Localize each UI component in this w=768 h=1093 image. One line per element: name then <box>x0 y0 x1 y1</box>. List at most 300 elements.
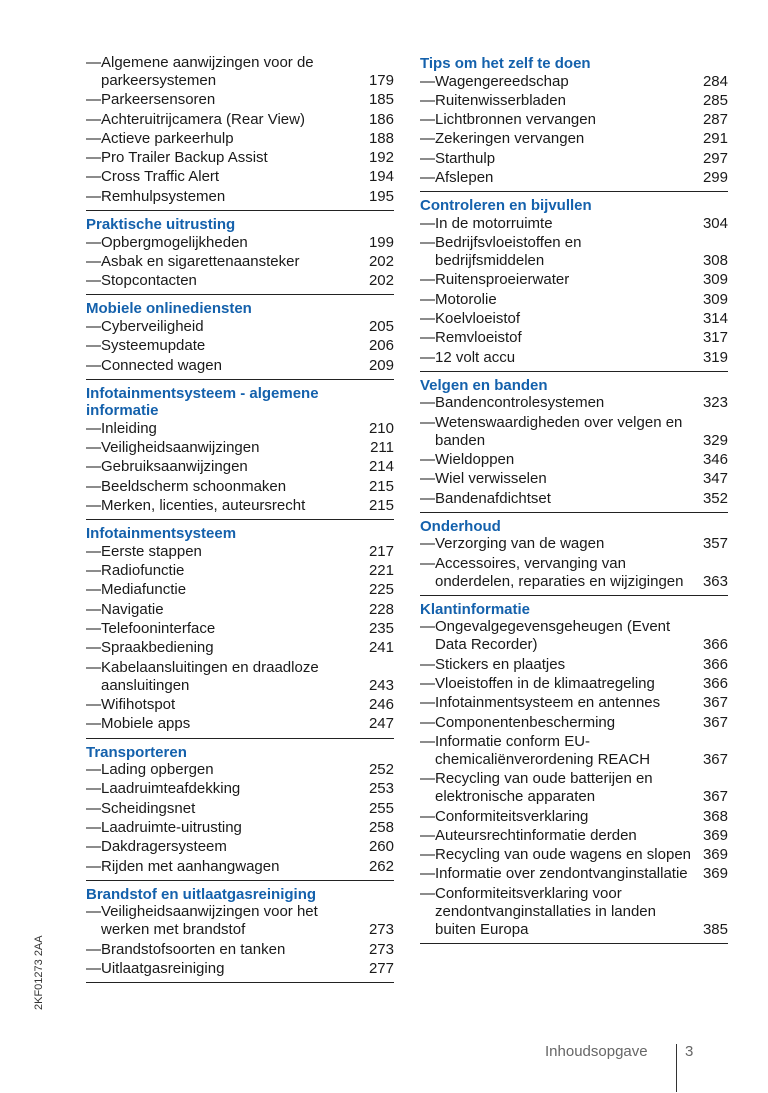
entry-page-number: 185 <box>368 91 394 109</box>
entry-page-number: 253 <box>368 780 394 798</box>
toc-entry[interactable] <box>420 808 728 826</box>
entry-title: Algemene aanwijzingen voor de parkeersystemen <box>101 54 314 89</box>
entry-page-number: 323 <box>702 394 728 412</box>
entry-title: Bandenafdichtset <box>435 489 551 507</box>
dash-icon: — <box>86 903 101 921</box>
entry-title: Inleiding <box>101 419 157 437</box>
entry-title: Recycling van oude wagens en slopen <box>435 846 692 864</box>
dash-icon: — <box>420 271 435 289</box>
dash-icon: — <box>420 884 435 902</box>
entry-title: Infotainmentsysteem en antennes <box>435 694 661 712</box>
entry-page-number: 210 <box>368 419 394 437</box>
dash-icon: — <box>420 309 435 327</box>
dash-icon: — <box>420 554 435 572</box>
entry-page-number: 247 <box>368 715 394 733</box>
entry-title: Eerste stappen <box>101 542 202 560</box>
entry-page-number: 329 <box>702 431 728 449</box>
entry-title: Verzorging van de wagen <box>435 535 605 553</box>
entry-page-number: 369 <box>702 826 728 844</box>
dash-icon: — <box>86 799 101 817</box>
entry-page-number: 287 <box>702 111 728 129</box>
entry-title: Brandstofsoorten en tanken <box>101 940 286 958</box>
toc-entry[interactable] <box>86 838 394 856</box>
entry-page-number: 284 <box>702 72 728 90</box>
dash-icon: — <box>86 54 101 71</box>
entry-page-number: 366 <box>702 636 728 654</box>
entry-title: Koelvloeistof <box>435 309 521 327</box>
toc-entry[interactable] <box>420 827 728 845</box>
entry-title: Beeldscherm schoonmaken <box>101 477 287 495</box>
toc-entry[interactable] <box>420 150 728 168</box>
entry-title: Zekeringen vervangen <box>435 130 585 148</box>
toc-entry[interactable] <box>420 73 728 91</box>
entry-page-number: 252 <box>368 761 394 779</box>
entry-page-number: 367 <box>702 713 728 731</box>
dash-icon: — <box>420 413 435 431</box>
entry-title: Navigatie <box>101 600 164 618</box>
entry-page-number: 369 <box>702 846 728 864</box>
dash-icon: — <box>420 111 435 129</box>
toc-entry[interactable] <box>86 639 394 657</box>
entry-page-number: 285 <box>702 91 728 109</box>
entry-title: Stopcontacten <box>101 272 197 290</box>
entry-page-number: 188 <box>368 129 394 147</box>
entry-title: Remhulpsystemen <box>101 187 226 205</box>
entry-title: Wagengereedschap <box>435 72 569 90</box>
dash-icon: — <box>86 252 101 270</box>
toc-entry[interactable] <box>420 694 728 712</box>
dash-icon: — <box>420 72 435 90</box>
dash-icon: — <box>86 317 101 335</box>
section-heading[interactable]: Transporteren <box>86 743 187 761</box>
entry-title: Wetenswaardigheden over velgen en banden <box>435 413 683 449</box>
toc-section <box>86 885 394 983</box>
entry-title: Connected wagen <box>101 356 222 374</box>
section-heading[interactable]: Infotainmentsysteem <box>86 525 237 543</box>
toc-entry[interactable] <box>86 168 394 186</box>
entry-title: Veiligheidsaanwijzingen <box>101 439 260 457</box>
entry-title: Lichtbronnen vervangen <box>435 111 596 129</box>
toc-entry[interactable] <box>420 656 728 674</box>
toc-entry[interactable] <box>86 458 394 476</box>
toc-entry[interactable] <box>420 394 728 412</box>
toc-entry[interactable] <box>86 601 394 619</box>
toc-entry[interactable] <box>86 253 394 271</box>
toc-entry[interactable] <box>86 800 394 818</box>
dash-icon: — <box>86 458 101 476</box>
entry-title: Systeemupdate <box>101 337 206 355</box>
toc-entry[interactable] <box>420 92 728 110</box>
entry-page-number: 308 <box>702 252 728 270</box>
toc-entry[interactable] <box>420 865 728 883</box>
entry-page-number: 347 <box>702 470 728 488</box>
dash-icon: — <box>86 562 101 580</box>
section-heading[interactable]: Onderhoud <box>420 517 501 535</box>
entry-page-number: 214 <box>368 458 394 476</box>
toc-section <box>86 299 394 379</box>
entry-page-number: 363 <box>702 572 728 590</box>
entry-page-number: 273 <box>368 921 394 939</box>
toc-section <box>420 600 728 944</box>
dash-icon: — <box>86 168 101 186</box>
toc-entry[interactable] <box>86 819 394 837</box>
footer-divider <box>676 1044 677 1092</box>
dash-icon: — <box>420 807 435 825</box>
toc-entry[interactable] <box>86 562 394 580</box>
toc-section <box>86 743 394 881</box>
entry-page-number: 206 <box>368 337 394 355</box>
entry-page-number: 260 <box>368 838 394 856</box>
dash-icon: — <box>86 581 101 599</box>
toc-entry[interactable] <box>86 130 394 148</box>
entry-page-number: 199 <box>368 233 394 251</box>
entry-page-number: 262 <box>368 857 394 875</box>
entry-page-number: 209 <box>368 356 394 374</box>
entry-title: Dakdragersysteem <box>101 838 227 856</box>
entry-page-number: 357 <box>702 535 728 553</box>
dash-icon: — <box>86 620 101 638</box>
entry-title: Laadruimteafdekking <box>101 780 241 798</box>
dash-icon: — <box>420 846 435 864</box>
entry-title: Afslepen <box>435 168 494 186</box>
entry-title: Achteruitrijcamera (Rear View) <box>101 110 305 128</box>
entry-title: Pro Trailer Backup Assist <box>101 149 268 167</box>
toc-entry[interactable] <box>86 696 394 714</box>
entry-page-number: 309 <box>702 271 728 289</box>
dash-icon: — <box>420 470 435 488</box>
toc-entry[interactable] <box>86 960 394 978</box>
entry-title: Auteursrechtinformatie derden <box>435 826 637 844</box>
toc-entry[interactable] <box>86 858 394 876</box>
entry-title: Informatie over zendontvanginstallatie <box>435 865 688 883</box>
dash-icon: — <box>86 838 101 856</box>
dash-icon: — <box>86 959 101 977</box>
dash-icon: — <box>86 497 101 515</box>
toc-entry[interactable] <box>86 111 394 129</box>
dash-icon: — <box>86 715 101 733</box>
section-heading[interactable]: Infotainmentsysteem - algemene informatie <box>86 384 319 420</box>
entry-title: Remvloeistof <box>435 329 522 347</box>
toc-entry[interactable] <box>420 291 728 309</box>
entry-title: Recycling van oude batterijen en elektronische apparaten <box>435 770 653 806</box>
entry-page-number: 186 <box>368 110 394 128</box>
dash-icon: — <box>420 130 435 148</box>
entry-title: Mediafunctie <box>101 581 187 599</box>
entry-page-number: 192 <box>368 149 394 167</box>
entry-title: Merken, licenties, auteursrecht <box>101 497 306 515</box>
entry-title: Veiligheidsaanwijzingen voor het werken met brandstof <box>101 903 318 939</box>
dash-icon: — <box>420 618 435 636</box>
dash-icon: — <box>86 110 101 128</box>
toc-entry[interactable] <box>86 54 394 90</box>
toc-section <box>86 524 394 738</box>
entry-page-number: 352 <box>702 489 728 507</box>
dash-icon: — <box>420 865 435 883</box>
section-heading[interactable]: Velgen en banden <box>420 376 548 394</box>
footer-title: Inhoudsopgave <box>545 1043 648 1060</box>
toc-entry[interactable] <box>86 581 394 599</box>
toc-entry[interactable] <box>420 733 728 769</box>
toc-left-column <box>86 54 394 987</box>
entry-title: Mobiele apps <box>101 715 191 733</box>
toc-entry[interactable] <box>86 318 394 336</box>
entry-page-number: 309 <box>702 290 728 308</box>
dash-icon: — <box>86 419 101 437</box>
toc-section <box>420 376 728 513</box>
toc-entry[interactable] <box>86 272 394 290</box>
entry-page-number: 235 <box>368 620 394 638</box>
entry-title: Asbak en sigarettenaansteker <box>101 252 300 270</box>
entry-page-number: 179 <box>368 72 394 89</box>
dash-icon: — <box>420 168 435 186</box>
dash-icon: — <box>86 940 101 958</box>
dash-icon: — <box>86 761 101 779</box>
dash-icon: — <box>420 675 435 693</box>
entry-page-number: 195 <box>368 187 394 205</box>
entry-title: Scheidingsnet <box>101 799 196 817</box>
entry-title: Bedrijfsvloeistoffen en bedrijfsmiddelen <box>435 234 582 270</box>
section-heading[interactable]: Brandstof en uitlaatgasreiniging <box>86 885 317 903</box>
toc-entry[interactable] <box>86 234 394 252</box>
entry-title: Informatie conform EU-chemicaliënverordening REACH <box>435 732 651 768</box>
entry-title: Uitlaatgasreiniging <box>101 959 225 977</box>
dash-icon: — <box>86 542 101 560</box>
entry-page-number: 258 <box>368 818 394 836</box>
toc-section <box>86 215 394 295</box>
entry-page-number: 273 <box>368 940 394 958</box>
entry-title: In de motorruimte <box>435 214 553 232</box>
toc-entry[interactable] <box>420 714 728 732</box>
section-heading[interactable]: Controleren en bijvullen <box>420 197 592 215</box>
toc-entry[interactable] <box>420 885 728 939</box>
entry-page-number: 299 <box>702 168 728 186</box>
dash-icon: — <box>420 732 435 750</box>
dash-icon: — <box>420 713 435 731</box>
entry-title: Bandencontrolesystemen <box>435 394 605 412</box>
toc-section <box>86 384 394 520</box>
entry-title: Ruitenwisserbladen <box>435 91 566 109</box>
entry-page-number: 346 <box>702 450 728 468</box>
dash-icon: — <box>420 91 435 109</box>
entry-title: Motorolie <box>435 290 497 308</box>
dash-icon: — <box>420 826 435 844</box>
entry-page-number: 367 <box>702 788 728 806</box>
toc-entry[interactable] <box>420 349 728 367</box>
dash-icon: — <box>86 477 101 495</box>
toc-entry[interactable] <box>86 188 394 206</box>
entry-page-number: 314 <box>702 309 728 327</box>
toc-entry[interactable] <box>86 543 394 561</box>
dash-icon: — <box>420 149 435 167</box>
entry-title: Spraakbediening <box>101 639 214 657</box>
dash-icon: — <box>86 780 101 798</box>
toc-entry[interactable] <box>86 478 394 496</box>
dash-icon: — <box>86 187 101 205</box>
dash-icon: — <box>420 394 435 412</box>
entry-page-number: 194 <box>368 168 394 186</box>
dash-icon: — <box>420 290 435 308</box>
entry-page-number: 215 <box>368 477 394 495</box>
entry-page-number: 246 <box>368 695 394 713</box>
entry-page-number: 367 <box>702 694 728 712</box>
toc-entry[interactable] <box>420 234 728 270</box>
dash-icon: — <box>86 600 101 618</box>
entry-page-number: 368 <box>702 807 728 825</box>
toc-entry[interactable] <box>420 470 728 488</box>
toc-entry[interactable] <box>420 414 728 450</box>
toc-entry[interactable] <box>86 659 394 695</box>
entry-title: Accessoires, vervanging van onderdelen, reparaties en wijzigingen <box>435 554 684 590</box>
dash-icon: — <box>86 272 101 290</box>
entry-page-number: 228 <box>368 600 394 618</box>
entry-page-number: 277 <box>368 959 394 977</box>
toc-entry[interactable] <box>420 310 728 328</box>
dash-icon: — <box>420 214 435 232</box>
entry-title: Starthulp <box>435 149 496 167</box>
toc-section <box>420 517 728 596</box>
section-heading[interactable]: Mobiele onlinediensten <box>86 300 252 318</box>
dash-icon: — <box>86 818 101 836</box>
toc-entry[interactable] <box>86 941 394 959</box>
entry-page-number: 243 <box>368 676 394 694</box>
entry-page-number: 366 <box>702 675 728 693</box>
toc-entry[interactable] <box>420 271 728 289</box>
dash-icon: — <box>420 329 435 347</box>
dash-icon: — <box>86 695 101 713</box>
toc-entry[interactable] <box>86 357 394 375</box>
entry-title: Rijden met aanhangwagen <box>101 857 280 875</box>
entry-title: Conformiteitsverklaring <box>435 807 589 825</box>
toc-entry[interactable] <box>86 149 394 167</box>
toc-entry[interactable] <box>420 770 728 806</box>
entry-title: Componentenbescherming <box>435 713 616 731</box>
entry-page-number: 369 <box>702 865 728 883</box>
entry-page-number: 385 <box>702 920 728 938</box>
toc-entry[interactable] <box>86 420 394 438</box>
toc-entry[interactable] <box>86 620 394 638</box>
entry-page-number: 297 <box>702 149 728 167</box>
entry-title: Parkeersensoren <box>101 91 216 109</box>
toc-entry[interactable] <box>420 555 728 591</box>
toc-entry[interactable] <box>86 780 394 798</box>
entry-title: Actieve parkeerhulp <box>101 129 234 147</box>
entry-title: Wifihotspot <box>101 695 176 713</box>
section-heading[interactable]: Tips om het zelf te doen <box>420 55 591 72</box>
entry-title: Vloeistoffen in de klimaatregeling <box>435 675 655 693</box>
entry-title: Wiel verwisselen <box>435 470 547 488</box>
toc-entry[interactable] <box>420 130 728 148</box>
dash-icon: — <box>420 234 435 252</box>
dash-icon: — <box>420 770 435 788</box>
dash-icon: — <box>420 450 435 468</box>
toc-entry[interactable] <box>86 91 394 109</box>
toc-entry[interactable] <box>420 490 728 508</box>
side-code: 2KF01273 2AA <box>33 935 45 1010</box>
toc-entry[interactable] <box>86 715 394 733</box>
entry-page-number: 202 <box>368 252 394 270</box>
toc-entry[interactable] <box>420 111 728 129</box>
entry-page-number: 217 <box>368 542 394 560</box>
dash-icon: — <box>86 149 101 167</box>
entry-title: Opbergmogelijkheden <box>101 233 248 251</box>
dash-icon: — <box>420 348 435 366</box>
toc-entry[interactable] <box>420 846 728 864</box>
entry-page-number: 304 <box>702 214 728 232</box>
entry-title: Stickers en plaatjes <box>435 655 566 673</box>
toc-entry[interactable] <box>86 903 394 939</box>
entry-title: Gebruiksaanwijzingen <box>101 458 248 476</box>
entry-page-number: 215 <box>368 497 394 515</box>
entry-title: Laadruimte-uitrusting <box>101 818 242 836</box>
toc-entry[interactable] <box>86 439 394 457</box>
toc-entry[interactable] <box>420 451 728 469</box>
dash-icon: — <box>420 655 435 673</box>
dash-icon: — <box>420 694 435 712</box>
toc-entry[interactable] <box>420 215 728 233</box>
entry-page-number: 366 <box>702 655 728 673</box>
dash-icon: — <box>86 91 101 109</box>
toc-entry[interactable] <box>420 535 728 553</box>
section-heading[interactable]: Klantinformatie <box>420 600 531 618</box>
entry-page-number: 319 <box>702 348 728 366</box>
page-number: 3 <box>685 1043 694 1060</box>
entry-page-number: 225 <box>368 581 394 599</box>
toc-section <box>420 54 728 192</box>
toc-right-column <box>420 54 728 948</box>
entry-title: Wieldoppen <box>435 450 515 468</box>
dash-icon: — <box>86 658 101 676</box>
entry-title: Telefooninterface <box>101 620 216 638</box>
dash-icon: — <box>86 639 101 657</box>
toc-entry[interactable] <box>420 169 728 187</box>
entry-page-number: 205 <box>368 317 394 335</box>
entry-page-number: 255 <box>368 799 394 817</box>
dash-icon: — <box>420 489 435 507</box>
entry-title: Radiofunctie <box>101 562 185 580</box>
entry-title: 12 volt accu <box>435 348 516 366</box>
entry-page-number: 317 <box>702 329 728 347</box>
entry-page-number: 211 <box>370 439 394 457</box>
dash-icon: — <box>86 233 101 251</box>
entry-page-number: 221 <box>368 562 394 580</box>
dash-icon: — <box>86 337 101 355</box>
dash-icon: — <box>86 356 101 374</box>
entry-page-number: 367 <box>702 750 728 768</box>
dash-icon: — <box>86 129 101 147</box>
entry-title: Cross Traffic Alert <box>101 168 220 186</box>
section-heading[interactable]: Praktische uitrusting <box>86 216 236 234</box>
entry-title: Ongevalgegevensgeheugen (Event Data Recorder) <box>435 618 671 654</box>
dash-icon: — <box>420 535 435 553</box>
entry-page-number: 202 <box>368 272 394 290</box>
entry-title: Cyberveiligheid <box>101 317 204 335</box>
dash-icon: — <box>86 439 101 457</box>
toc-entry[interactable] <box>420 675 728 693</box>
toc-entry[interactable] <box>86 761 394 779</box>
toc-section <box>420 196 728 372</box>
entry-page-number: 291 <box>702 130 728 148</box>
toc-entry[interactable] <box>86 497 394 515</box>
entry-page-number: 241 <box>368 639 394 657</box>
entry-title: Lading opbergen <box>101 761 214 779</box>
entry-title: Conformiteitsverklaring voor zendontvanginstallaties in landen buiten Europa <box>435 884 656 938</box>
toc-section <box>86 54 394 211</box>
dash-icon: — <box>86 857 101 875</box>
toc-entry[interactable] <box>420 329 728 347</box>
entry-title: Ruitensproeierwater <box>435 271 570 289</box>
toc-entry[interactable] <box>420 618 728 654</box>
toc-entry[interactable] <box>86 337 394 355</box>
